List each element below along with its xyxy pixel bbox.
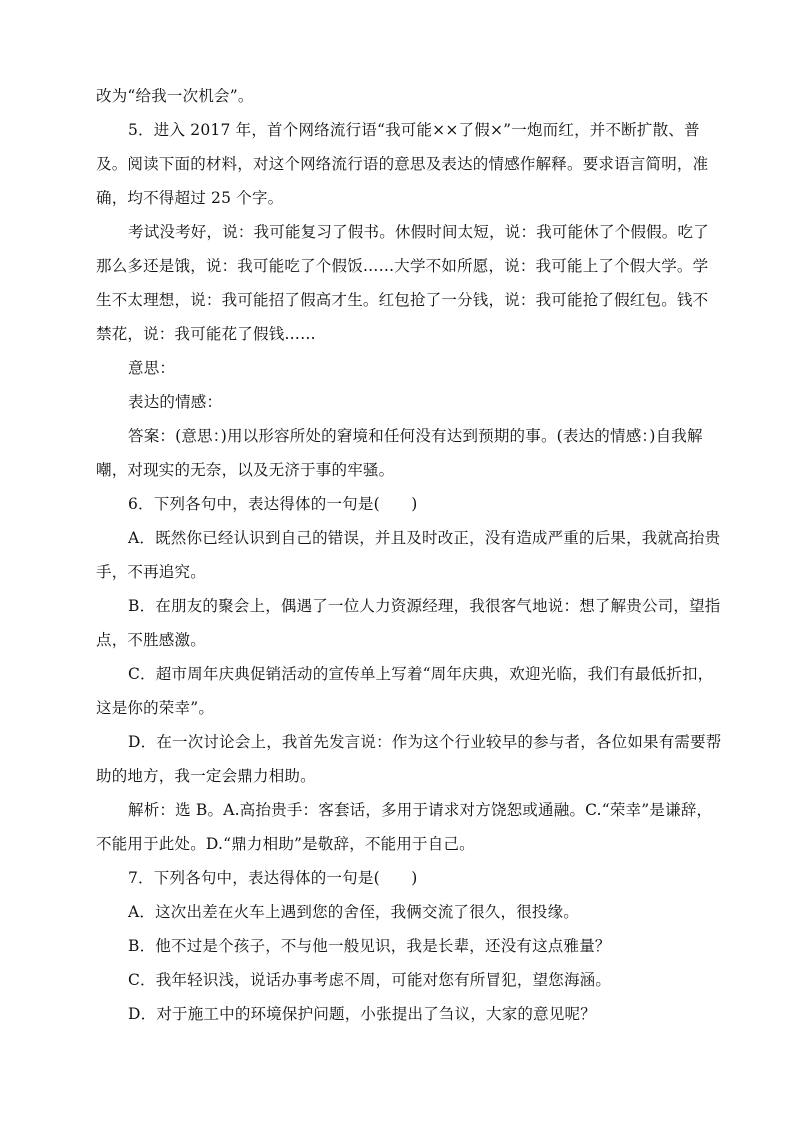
option-a: A．这次出差在火车上遇到您的舍侄，我俩交流了很久，很投缘。 [128, 903, 579, 921]
text-line: 嘲，对现实的无奈，以及无济于事的牢骚。 [96, 461, 395, 479]
question-7-stem: 7．下列各句中，表达得体的一句是( ) [128, 869, 418, 887]
option-a: A．既然你已经认识到自己的错误，并且及时改正，没有造成严重的后果，我就高抬贵 [128, 529, 721, 547]
text-line: 手，不再追究。 [96, 563, 206, 581]
answer-paragraph: 答案：(意思：)用以形容所处的窘境和任何没有达到预期的事。(表达的情感：)自我解 [128, 427, 703, 445]
option-d: D．对于施工中的环境保护问题，小张提出了刍议，大家的意见呢？ [128, 1005, 596, 1023]
analysis-paragraph: 解析：选 B。A.高抬贵手：客套话，多用于请求对方饶恕或通融。C.“荣幸”是谦辞， [128, 801, 713, 819]
question-6-stem: 6．下列各句中，表达得体的一句是( ) [128, 495, 418, 513]
question-5-stem: 5．进入 2017 年，首个网络流行语“我可能××了假×”一炮而红，并不断扩散、普 [128, 121, 700, 139]
meaning-label: 意思： [128, 359, 176, 377]
text-line: 确，均不得超过 25 个字。 [96, 189, 284, 207]
material-paragraph: 考试没考好，说：我可能复习了假书。休假时间太短，说：我可能休了个假假。吃了 [128, 223, 709, 241]
text-line: 禁花，说：我可能花了假钱…… [96, 325, 316, 343]
text-line: 这是你的荣幸”。 [96, 699, 215, 717]
text-line: 生不太理想，说：我可能招了假高才生。红包抢了一分钱，说：我可能抢了假红包。钱不 [96, 291, 709, 309]
option-d: D．在一次讨论会上，我首先发言说：作为这个行业较早的参与者，各位如果有需要帮 [128, 733, 722, 751]
option-c: C．超市周年庆典促销活动的宣传单上写着“周年庆典，欢迎光临，我们有最低折扣， [128, 665, 714, 683]
emotion-label: 表达的情感： [128, 393, 223, 411]
text-line: 及。阅读下面的材料，对这个网络流行语的意思及表达的情感作解释。要求语言简明，准 [96, 155, 709, 173]
text-line: 改为“给我一次机会”。 [96, 87, 254, 105]
option-b: B．他不过是个孩子，不与他一般见识，我是长辈，还没有这点雅量？ [128, 937, 611, 955]
text-line: 点，不胜感激。 [96, 631, 206, 649]
text-line: 助的地方，我一定会鼎力相助。 [96, 767, 316, 785]
option-b: B．在朋友的聚会上，偶遇了一位人力资源经理，我很客气地说：想了解贵公司，望指 [128, 597, 721, 615]
text-line: 那么多还是饿，说：我可能吃了个假饭……大学不如所愿，说：我可能上了个假大学。学 [96, 257, 709, 275]
text-line: 不能用于此处。D.“鼎力相助”是敬辞，不能用于自己。 [96, 835, 475, 853]
option-c: C．我年轻识浅，说话办事考虑不周，可能对您有所冒犯，望您海涵。 [128, 971, 612, 989]
